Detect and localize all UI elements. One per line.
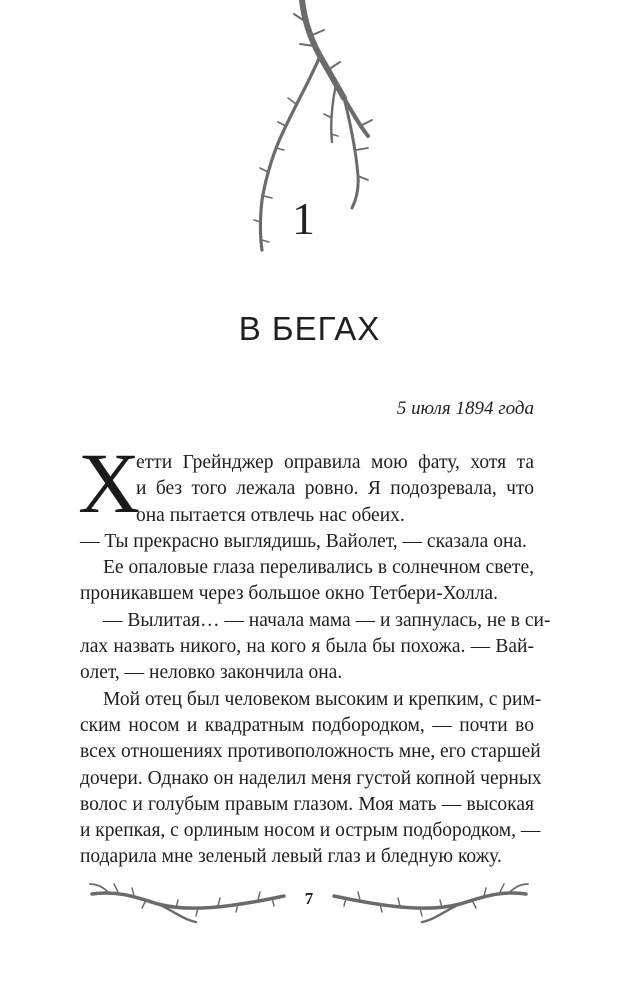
- thorny-vine-left-icon: [88, 880, 288, 926]
- text-line: олет, — неловко закончила она.: [80, 662, 343, 684]
- paragraph-2: — Ты прекрасно выглядишь, Вайолет, — сказала она.: [80, 530, 527, 552]
- chapter-title: В БЕГАХ: [238, 310, 381, 347]
- page-number: 7: [304, 889, 314, 908]
- chapter-number: 1: [292, 193, 315, 244]
- text-line: етти Грейнджер оправила мою фату, хотя та: [136, 452, 534, 473]
- text-line: — Вылитая… — начала мама — и запнулась, не в си-: [103, 609, 551, 631]
- text-line: подарила мне зеленый левый глаз и бледную кожу.: [80, 846, 502, 868]
- body-text: [78, 435, 551, 871]
- paragraph-5: [80, 687, 542, 871]
- text-line: Ее опаловые глаза переливались в солнечном свете,: [103, 557, 534, 579]
- text-line: она пытается отвлечь нас обеих.: [136, 504, 405, 526]
- paragraph-3: [80, 555, 534, 608]
- paragraph-1: [78, 435, 534, 531]
- chapter-date: 5 июля 1894 года: [396, 398, 534, 419]
- text-line: всех отношениях противоположность мне, его старшей: [80, 741, 541, 763]
- drop-cap: Х: [78, 435, 141, 531]
- text-line: проникавшем через большое окно Тетбери-Холла.: [80, 583, 498, 605]
- text-line: Мой отец был человеком высоким и крепким, с рим-: [103, 688, 542, 710]
- text-line: ским носом и квадратным подбородком, — почти во: [80, 714, 534, 736]
- thorny-vine-right-icon: [330, 880, 530, 926]
- text-line: и без того лежала ровно. Я подозревала, что: [136, 478, 534, 500]
- text-line: и крепкая, с орлиным носом и острым подбородком, —: [80, 820, 541, 842]
- text-line: лах назвать никого, на кого я была бы похожа. — Вай-: [80, 636, 534, 658]
- text-line: волос и голубым правым глазом. Моя мать — высокая: [80, 793, 534, 815]
- paragraph-4: [80, 608, 551, 687]
- text-line: дочери. Однако он наделил меня густой копной черных: [80, 767, 542, 789]
